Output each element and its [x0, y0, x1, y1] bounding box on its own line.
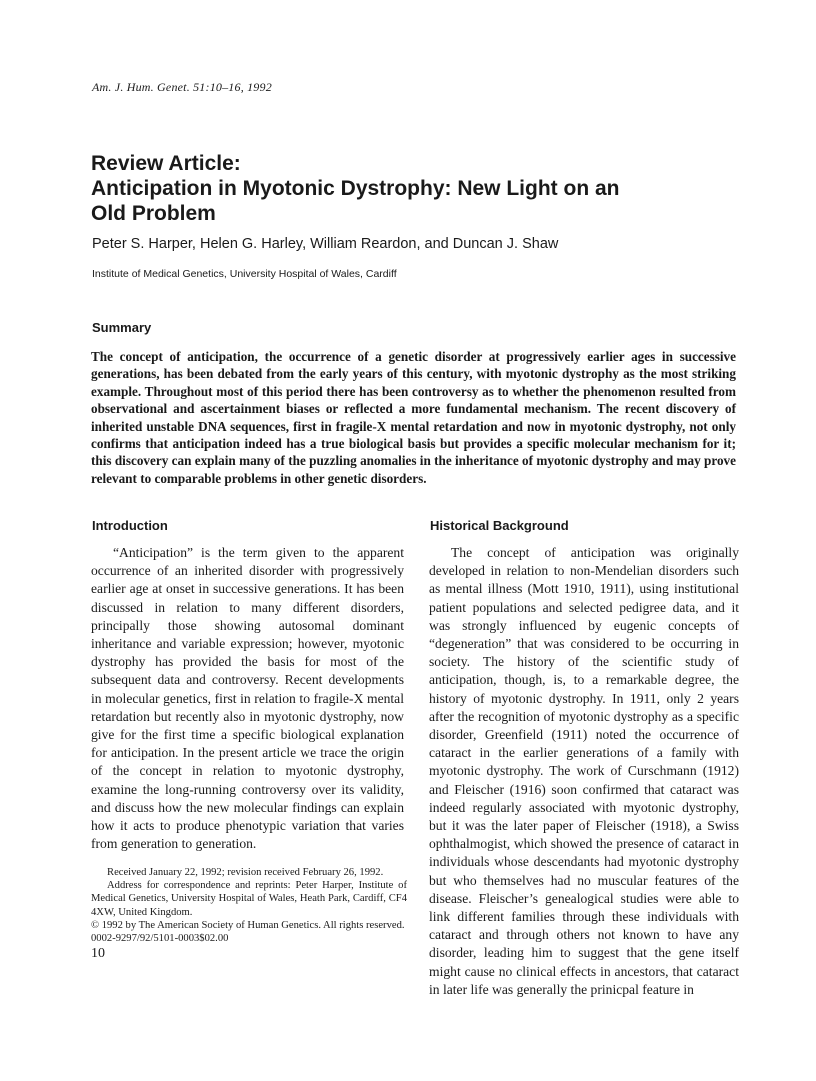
introduction-heading: Introduction: [92, 518, 168, 533]
article-title: Anticipation in Myotonic Dystrophy: New Light on an Old Problem: [91, 177, 620, 225]
footnote-address: Address for correspondence and reprints: Peter Harper, Institute of Medical Genetics, University Hospital of Wales, Heath Park, Cardiff, CF4 4XW, United Kingdom.: [91, 880, 407, 918]
affiliation: Institute of Medical Genetics, University Hospital of Wales, Cardiff: [92, 268, 397, 280]
footnote: [91, 866, 407, 945]
historical-background-heading: Historical Background: [430, 518, 569, 533]
introduction-text: “Anticipation” is the term given to the apparent occurrence of an inherited disorder with progressively earlier age at onset in successive generations. It has been discussed in relation to many different disorders, principally those showing autosomal dominant inheritance and variable expression; however, myotonic dystrophy has provided the basis for most of the subsequent data and controversy. Recent developments in molecular genetics, first in relation to fragile-X mental retardation but recently also in myotonic dystrophy, now give for the first time a specific biological explanation for anticipation. In the present article we trace the origin of the concept in relation to myotonic dystrophy, examine the long-running controversy over its validity, and discuss how the new molecular findings can explain how it acts to produce phenotypic variation that varies from generation to generation.: [91, 545, 404, 852]
footnote-received: Received January 22, 1992; revision received February 26, 1992.: [107, 867, 384, 878]
footnote-copyright: © 1992 by The American Society of Human Genetics. All rights reserved.: [91, 919, 405, 931]
article-type: Review Article:: [91, 152, 241, 175]
author-list: Peter S. Harper, Helen G. Harley, William Reardon, and Duncan J. Shaw: [92, 236, 559, 252]
page-number: 10: [91, 946, 105, 961]
historical-background-text: The concept of anticipation was originally developed in relation to non-Mendelian disorders such as mental illness (Mott 1910, 1911), using institutional patient populations and selected pedigree data, and it was strongly influenced by eugenic concepts of “degeneration” that was considered to be occurring in society. The history of the scientific study of anticipation, though, is, to a remarkable degree, the history of myotonic dystrophy. In 1911, only 2 years after the recognition of myotonic dystrophy as a specific disorder, Greenfield (1911) noted the occurrence of cataract in the earlier generations of a family with myotonic dystrophy. The work of Curschmann (1912) and Fleischer (1916) soon confirmed that cataract was indeed regularly associated with myotonic dystrophy, but it was the later paper of Fleischer (1918), a Swiss ophthalmogist, which showed the presence of cataract in individuals whose descendants had myotonic dystrophy but who themselves had no muscular features of the disease. Fleischer’s genealogical studies were able to link different families through these individuals with cataract and through others not known to have any disorder, leading him to suggest that the gene itself might cause no clinical effects in ancestors, that cataract in later life was generally the prinicpal feature in: [429, 545, 739, 997]
footnote-code: 0002-9297/92/5101-0003$02.00: [91, 933, 229, 945]
summary-heading: Summary: [92, 320, 152, 335]
summary-text: The concept of anticipation, the occurrence of a genetic disorder at progressively earlier ages in successive generations, has been debated from the early years of this century, with myotonic dystrophy as the most striking example. Throughout most of this period there has been controversy as to whether the phenomenon resulted from observational and ascertainment biases or reflected a more fundamental mechanism. The recent discovery of inherited unstable DNA sequences, first in fragile-X mental retardation and now in myotonic dystrophy, not only confirms that anticipation indeed has a true biological basis but provides a specific molecular mechanism for it; this discovery can explain many of the puzzling anomalies in the inheritance of myotonic dystrophy and may prove relevant to comparable problems in other genetic disorders.: [91, 349, 736, 486]
journal-citation: Am. J. Hum. Genet. 51:10–16, 1992: [92, 80, 272, 94]
